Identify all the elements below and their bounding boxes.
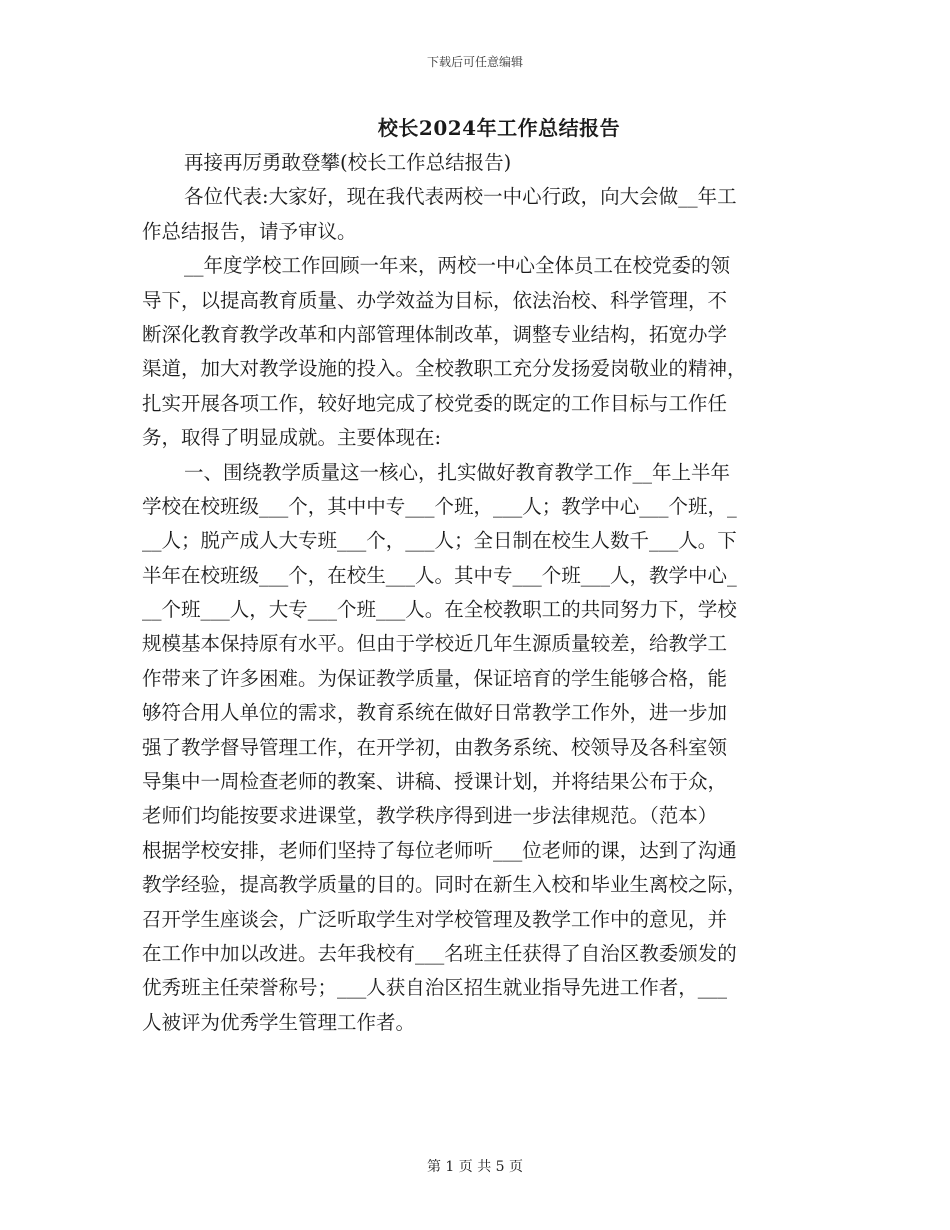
body-line: 学校在校班级___个，其中中专___个班，___人；教学中心___个班，_ [142,494,737,518]
body-line: 教学经验，提高教学质量的目的。同时在新生入校和毕业生离校之际， [142,873,747,897]
body-line: 优秀班主任荣誉称号；___人获自治区招生就业指导先进工作者，___ [142,976,728,1000]
body-line: 强了教学督导管理工作，在开学初，由教务系统、校领导及各科室领 [142,735,728,759]
body-line: 扎实开展各项工作，较好地完成了校党委的既定的工作目标与工作任 [142,391,728,415]
body-line: __个班___人，大专___个班___人。在全校教职工的共同努力下，学校 [142,598,737,622]
document-title: 校长2024年工作总结报告 [377,116,621,140]
body-line: 在工作中加以改进。去年我校有___名班主任获得了自治区教委颁发的 [142,941,737,965]
body-line: __人；脱产成人大专班___个，___人；全日制在校生人数千___人。下 [142,529,737,553]
body-line: 够符合用人单位的需求，教育系统在做好日常教学工作外，进一步加 [142,701,728,725]
body-line: 规模基本保持原有水平。但由于学校近几年生源质量较差，给教学工 [142,632,728,656]
body-line: 导下，以提高教育质量、办学效益为目标，依法治校、科学管理，不 [142,288,728,312]
body-line: 各位代表:大家好，现在我代表两校一中心行政，向大会做__年工 [184,185,737,209]
body-line: 一、围绕教学质量这一核心，扎实做好教育教学工作__年上半年 [184,460,731,484]
body-line: 人被评为优秀学生管理工作者。 [142,1010,416,1034]
body-line: 再接再厉勇敢登攀(校长工作总结报告) [184,151,512,174]
body-line: 断深化教育教学改革和内部管理体制改革，调整专业结构，拓宽办学 [142,322,728,346]
body-line: 作带来了许多困难。为保证教学质量，保证培育的学生能够合格，能 [142,666,728,690]
page-number: 第 1 页 共 5 页 [426,1159,524,1175]
body-line: 半年在校班级___个，在校生___人。其中专___个班___人，教学中心_ [142,563,737,587]
body-line: 务，取得了明显成就。主要体现在: [142,426,442,450]
body-line: 根据学校安排，老师们坚持了每位老师听___位老师的课，达到了沟通 [142,838,737,862]
document-body [142,146,808,1040]
body-line: 渠道，加大对教学设施的投入。全校教职工充分发扬爱岗敬业的精神， [142,357,747,381]
body-line: __年度学校工作回顾一年来，两校一中心全体员工在校党委的领 [184,254,731,278]
body-line: 老师们均能按要求进课堂，教学秩序得到进一步法律规范。（范本） [142,804,718,828]
download-note: 下载后可任意编辑 [426,55,523,69]
body-line: 导集中一周检查老师的教案、讲稿、授课计划，并将结果公布于众， [142,770,728,794]
body-line: 召开学生座谈会，广泛听取学生对学校管理及教学工作中的意见，并 [142,907,728,931]
body-line: 作总结报告，请予审议。 [142,219,357,243]
